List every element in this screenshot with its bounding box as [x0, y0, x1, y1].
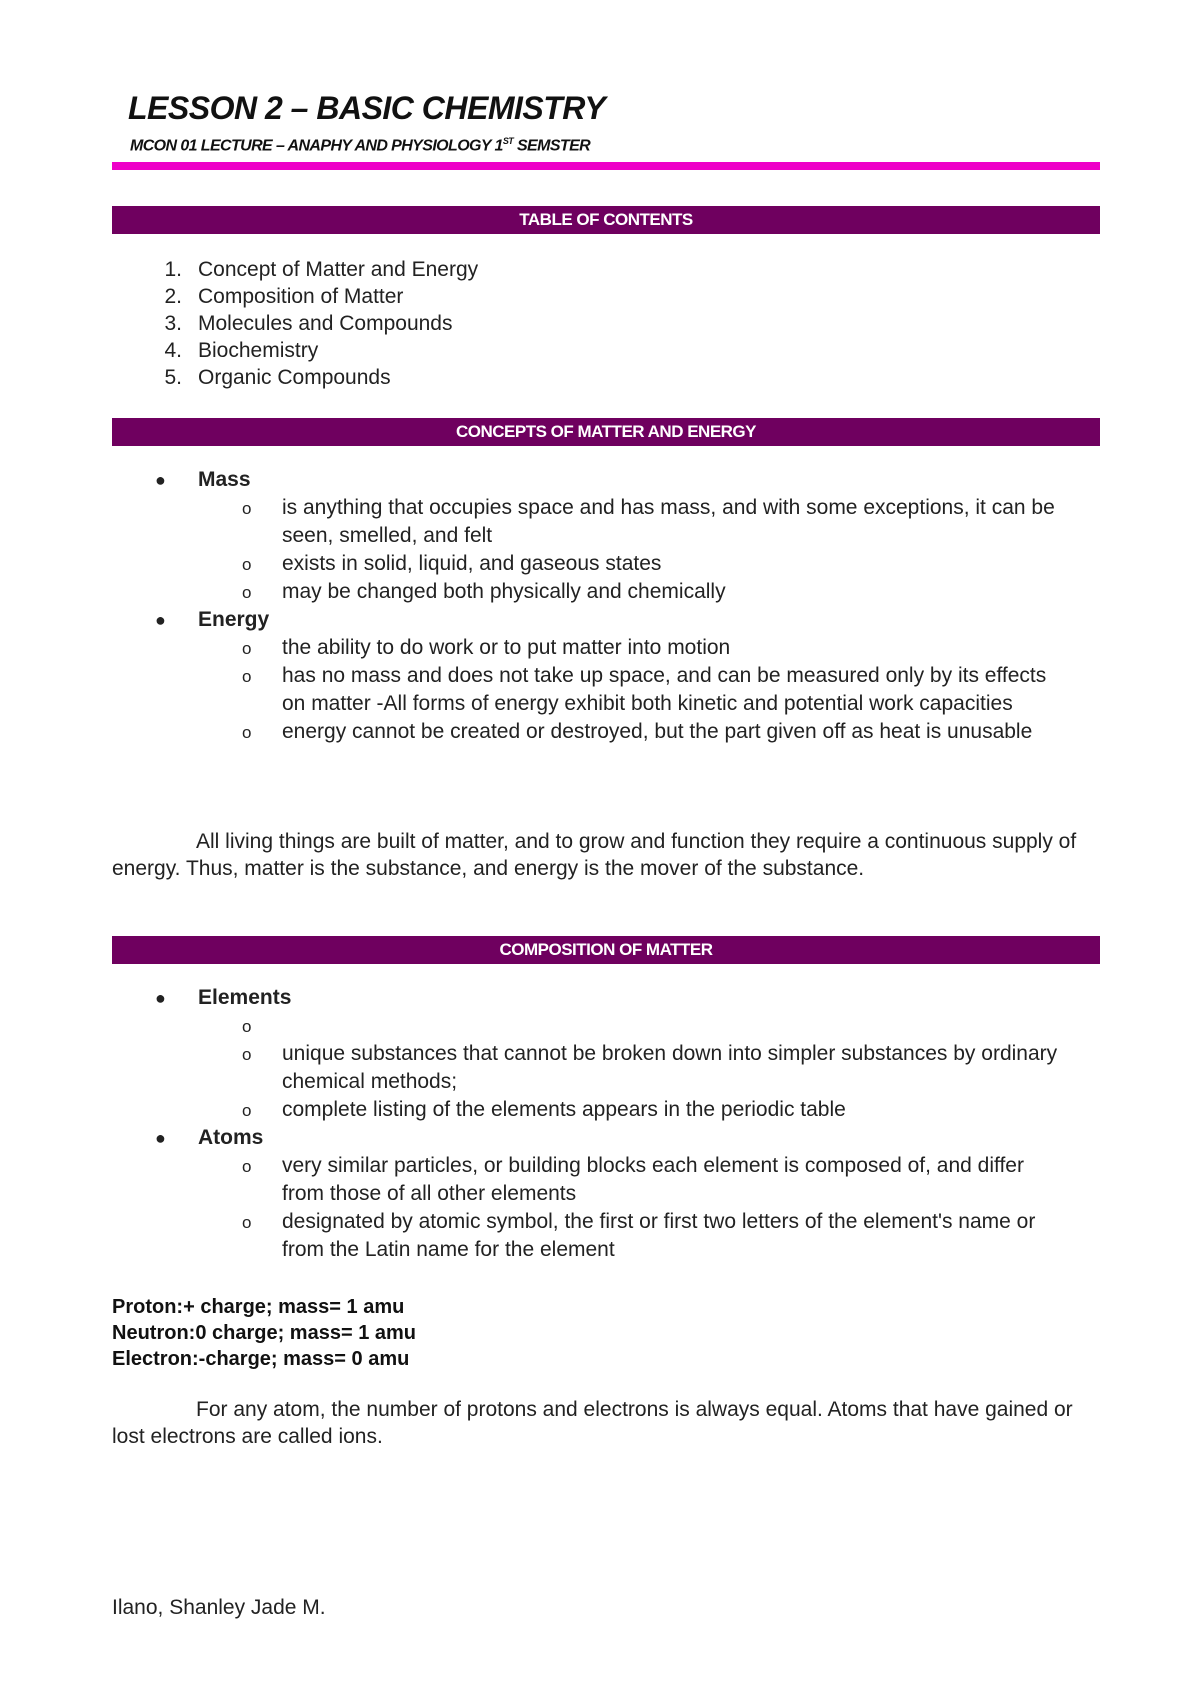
- list-item-mass: [112, 466, 1100, 606]
- toc-item: [112, 256, 478, 283]
- sub-point-text: very similar particles, or building blocks each element is composed of, and differ from those of all other elements: [282, 1154, 1024, 1205]
- toc-item: [112, 337, 478, 364]
- subtitle-end: SEMSTER: [513, 137, 591, 155]
- sub-point: [112, 662, 1062, 718]
- sub-point-text: is anything that occupies space and has mass, and with some exceptions, it can be seen, smelled, and felt: [282, 496, 1055, 547]
- circle-bullet-icon: o: [242, 1045, 252, 1064]
- sub-point: [112, 494, 1062, 550]
- bullet-row: [112, 984, 1100, 1012]
- list-item-energy: [112, 606, 1100, 746]
- toc-item-number: 3.: [164, 312, 182, 335]
- section-heading-matter-energy: CONCEPTS OF MATTER AND ENERGY: [112, 418, 1100, 446]
- sub-point: [112, 1040, 1062, 1096]
- toc-item-number: 2.: [164, 285, 182, 308]
- particle-list: [112, 1294, 416, 1372]
- toc-item-label: Biochemistry: [198, 339, 319, 362]
- sub-point: [112, 550, 1062, 578]
- sub-point: [112, 1096, 1062, 1124]
- sub-point-text: designated by atomic symbol, the first or first two letters of the element's name or from the Latin name for the element: [282, 1210, 1036, 1261]
- sub-point: [112, 634, 1062, 662]
- sub-point-text: has no mass and does not take up space, and can be measured only by its effects on matter -All forms of energy exhibit both kinetic and potential work capacities: [282, 664, 1047, 715]
- toc-item-number: 4.: [164, 339, 182, 362]
- sub-point-text: complete listing of the elements appears in the periodic table: [282, 1098, 846, 1121]
- toc-item-label: Molecules and Compounds: [198, 312, 453, 335]
- bullet-icon: ●: [155, 470, 166, 490]
- sub-point-text: the ability to do work or to put matter into motion: [282, 636, 731, 659]
- mass-label: Mass: [198, 468, 251, 491]
- section-heading-composition: COMPOSITION OF MATTER: [112, 936, 1100, 964]
- toc-item-label: Organic Compounds: [198, 366, 391, 389]
- matter-energy-list: [112, 466, 1100, 746]
- subtitle-superscript: ST: [502, 136, 514, 146]
- toc-heading-bar: TABLE OF CONTENTS: [112, 206, 1100, 234]
- sub-point: [112, 1152, 1062, 1208]
- toc-item-label: Composition of Matter: [198, 285, 404, 308]
- circle-bullet-icon: o: [242, 1017, 252, 1036]
- elements-label: Elements: [198, 986, 292, 1009]
- toc-item: [112, 364, 478, 391]
- elements-points: [112, 1012, 1100, 1124]
- energy-points: [112, 634, 1100, 746]
- sub-point-text: energy cannot be created or destroyed, but the part given off as heat is unusable: [282, 720, 1033, 743]
- atoms-points: [112, 1152, 1100, 1264]
- page-title: LESSON 2 – BASIC CHEMISTRY: [128, 90, 606, 126]
- circle-bullet-icon: o: [242, 723, 252, 742]
- mass-points: [112, 494, 1100, 606]
- list-item-elements: [112, 984, 1100, 1124]
- subtitle-main: MCON 01 LECTURE – ANAPHY AND PHYSIOLOGY 1: [130, 137, 503, 155]
- toc-item-number: 5.: [164, 366, 182, 389]
- sub-point: [112, 1208, 1062, 1264]
- circle-bullet-icon: o: [242, 639, 252, 658]
- sub-point: [112, 578, 1062, 606]
- bullet-row: [112, 1124, 1100, 1152]
- circle-bullet-icon: o: [242, 1213, 252, 1232]
- toc-item-number: 1.: [164, 258, 182, 281]
- bullet-row: [112, 466, 1100, 494]
- toc-list: [112, 256, 478, 391]
- atoms-label: Atoms: [198, 1126, 264, 1149]
- energy-label: Energy: [198, 608, 270, 631]
- circle-bullet-icon: o: [242, 1157, 252, 1176]
- circle-bullet-icon: o: [242, 555, 252, 574]
- header-divider: [112, 162, 1100, 170]
- circle-bullet-icon: o: [242, 667, 252, 686]
- circle-bullet-icon: o: [242, 583, 252, 602]
- sub-point-text: exists in solid, liquid, and gaseous states: [282, 552, 662, 575]
- particle-proton: Proton:+ charge; mass= 1 amu: [112, 1296, 405, 1318]
- toc-item-label: Concept of Matter and Energy: [198, 258, 479, 281]
- bullet-row: [112, 606, 1100, 634]
- sub-point: [112, 718, 1062, 746]
- circle-bullet-icon: o: [242, 499, 252, 518]
- bullet-icon: ●: [155, 988, 166, 1008]
- bullet-icon: ●: [155, 1128, 166, 1148]
- matter-energy-paragraph: All living things are built of matter, and to grow and function they require a continuous supply of energy. Thus, matter is the substance, and energy is the mover of the substance.: [112, 830, 1077, 880]
- circle-bullet-icon: o: [242, 1101, 252, 1120]
- composition-list: [112, 984, 1100, 1264]
- sub-point: [112, 1012, 1062, 1040]
- toc-item: [112, 283, 478, 310]
- atoms-paragraph: For any atom, the number of protons and electrons is always equal. Atoms that have gained or lost electrons are called ions.: [112, 1398, 1073, 1448]
- footer-author: Ilano, Shanley Jade M.: [112, 1596, 326, 1619]
- particle-electron: Electron:-charge; mass= 0 amu: [112, 1348, 410, 1370]
- list-item-atoms: [112, 1124, 1100, 1264]
- sub-point-text: may be changed both physically and chemically: [282, 580, 726, 603]
- sub-point-text: unique substances that cannot be broken down into simpler substances by ordinary chemical methods;: [282, 1042, 1058, 1093]
- page-subtitle: [130, 136, 590, 155]
- particle-neutron: Neutron:0 charge; mass= 1 amu: [112, 1322, 416, 1344]
- toc-item: [112, 310, 478, 337]
- bullet-icon: ●: [155, 610, 166, 630]
